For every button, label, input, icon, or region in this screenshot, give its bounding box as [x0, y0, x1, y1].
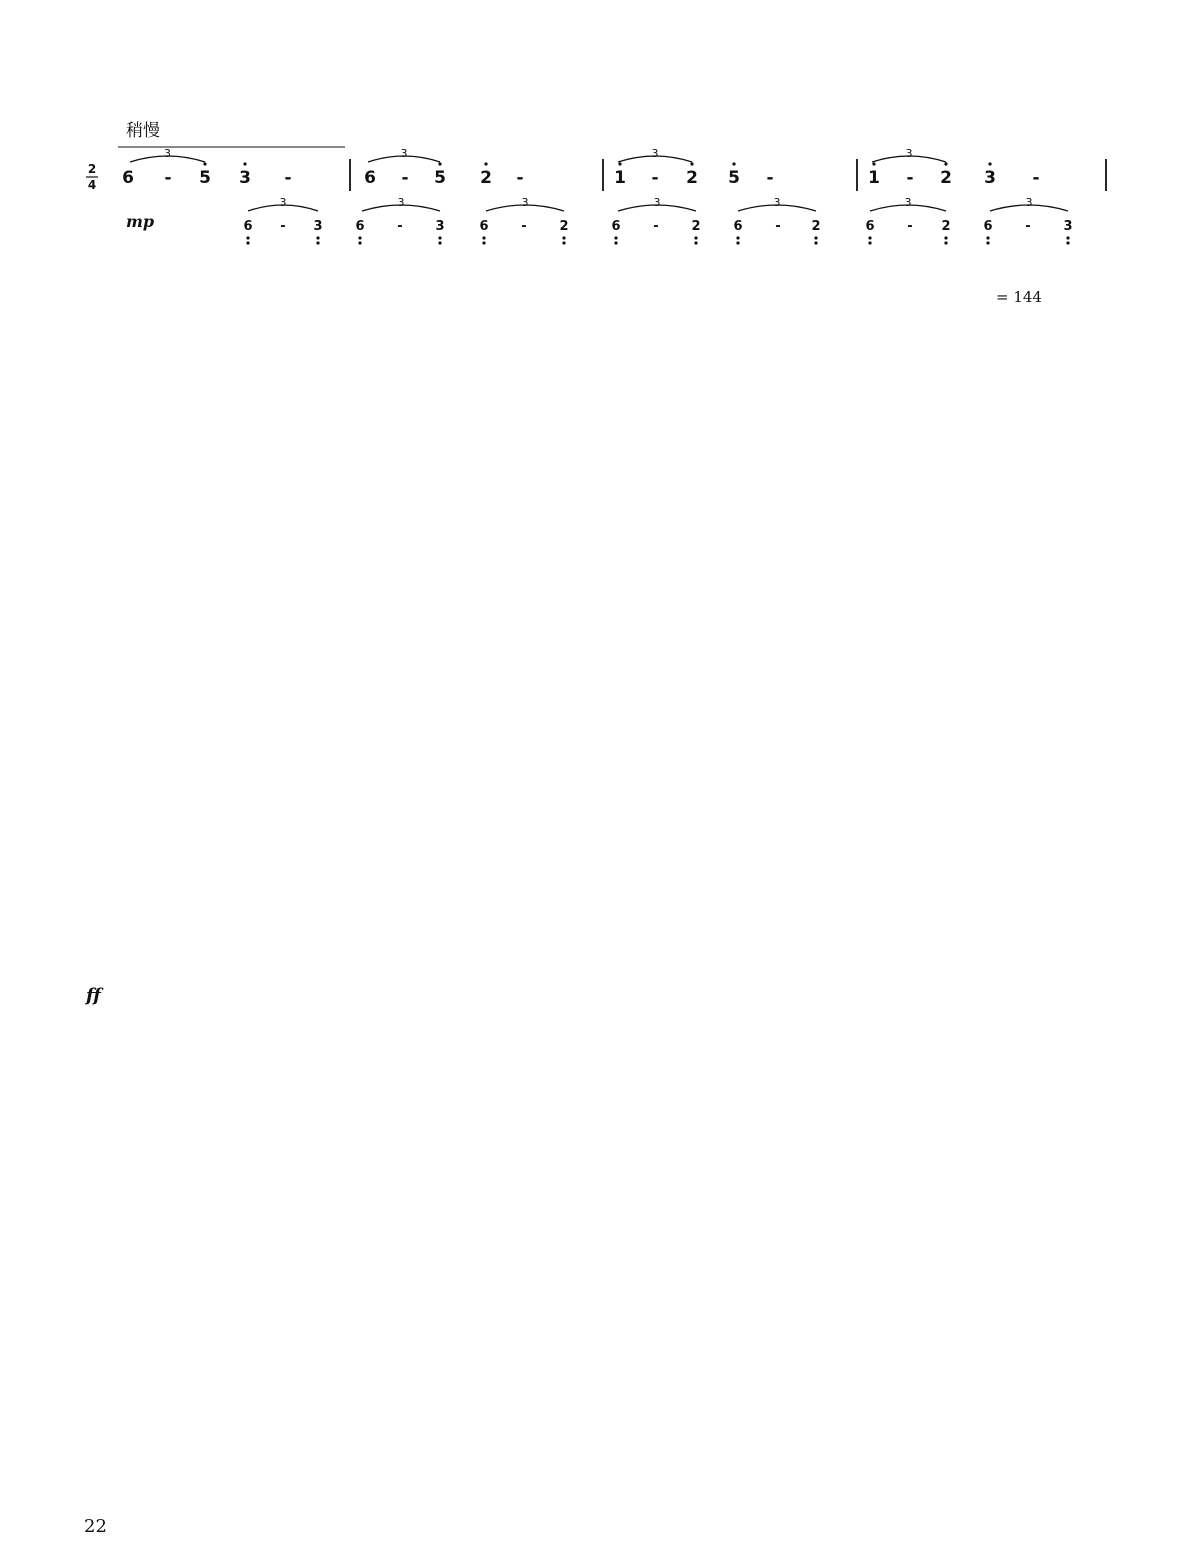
high-octave-dot	[944, 162, 947, 165]
melody-note: -	[284, 168, 292, 188]
high-octave-dot	[690, 162, 693, 165]
accompaniment-note: 2	[941, 219, 951, 234]
high-octave-dot	[243, 162, 246, 165]
page-number: 22	[84, 1516, 107, 1537]
accompaniment-note: 2	[811, 219, 821, 234]
accompaniment-note: 6	[243, 219, 253, 234]
low-octave-dot	[358, 241, 361, 244]
accompaniment-note: -	[1025, 219, 1031, 234]
low-octave-dot	[614, 236, 617, 239]
low-octave-dot	[694, 241, 697, 244]
tuplet-number: 3	[279, 196, 287, 209]
low-octave-dot	[868, 236, 871, 239]
low-octave-dot	[246, 236, 249, 239]
low-octave-dot	[246, 241, 249, 244]
time-signature: 2	[87, 162, 97, 176]
high-octave-dot	[438, 162, 441, 165]
low-octave-dot	[814, 241, 817, 244]
tuplet-number: 3	[1025, 196, 1033, 209]
accompaniment-note: -	[280, 219, 286, 234]
tuplet-number: 3	[521, 196, 529, 209]
melody-note: 5	[728, 168, 740, 188]
melody-note: -	[516, 168, 524, 188]
low-octave-dot	[614, 241, 617, 244]
melody-note: -	[401, 168, 409, 188]
low-octave-dot	[1066, 241, 1069, 244]
accompaniment-note: 6	[355, 219, 365, 234]
melody-note: 2	[480, 168, 492, 188]
high-octave-dot	[988, 162, 991, 165]
melody-note: -	[1032, 168, 1040, 188]
accompaniment-note: -	[521, 219, 527, 234]
low-octave-dot	[316, 236, 319, 239]
accompaniment-note: -	[775, 219, 781, 234]
low-octave-dot	[986, 236, 989, 239]
low-octave-dot	[986, 241, 989, 244]
tuplet-number: 3	[905, 147, 913, 160]
melody-note: -	[906, 168, 914, 188]
low-octave-dot	[944, 236, 947, 239]
melody-note: -	[651, 168, 659, 188]
dynamic-mp: mp	[126, 212, 155, 231]
accompaniment-note: 3	[1063, 219, 1073, 234]
high-octave-dot	[484, 162, 487, 165]
melody-note: -	[766, 168, 774, 188]
low-octave-dot	[562, 241, 565, 244]
accompaniment-note: 3	[435, 219, 445, 234]
tuplet-number: 3	[164, 147, 171, 160]
high-octave-dot	[732, 162, 735, 165]
low-octave-dot	[316, 241, 319, 244]
accompaniment-note: -	[907, 219, 913, 234]
tuplet-number: 3	[651, 147, 659, 160]
accompaniment-note: 6	[479, 219, 489, 234]
metronome-marking: = 144	[996, 288, 1042, 306]
high-octave-dot	[872, 162, 875, 165]
melody-note: 5	[434, 168, 446, 188]
tempo-marking: 稍慢	[126, 121, 160, 141]
low-octave-dot	[694, 236, 697, 239]
tuplet-number: 3	[400, 147, 408, 160]
low-octave-dot	[944, 241, 947, 244]
low-octave-dot	[358, 236, 361, 239]
melody-note: 1	[868, 168, 880, 188]
low-octave-dot	[814, 236, 817, 239]
low-octave-dot	[438, 241, 441, 244]
accompaniment-note: 3	[313, 219, 323, 234]
high-octave-dot	[618, 162, 621, 165]
melody-note: 2	[686, 168, 698, 188]
low-octave-dot	[736, 241, 739, 244]
accompaniment-note: 6	[733, 219, 743, 234]
accompaniment-note: 6	[983, 219, 993, 234]
low-octave-dot	[736, 236, 739, 239]
melody-note: 2	[940, 168, 952, 188]
melody-note: 1	[614, 168, 626, 188]
tuplet-number: 3	[397, 196, 405, 209]
tuplet-number: 3	[904, 196, 912, 209]
low-octave-dot	[482, 236, 485, 239]
melody-note: 3	[984, 168, 996, 188]
low-octave-dot	[562, 236, 565, 239]
low-octave-dot	[482, 241, 485, 244]
melody-note: -	[164, 168, 172, 188]
accompaniment-note: 2	[691, 219, 701, 234]
melody-note: 6	[122, 168, 134, 188]
accompaniment-note: -	[397, 219, 403, 234]
low-octave-dot	[868, 241, 871, 244]
melody-note: 5	[199, 168, 211, 188]
time-signature: 4	[87, 178, 97, 192]
melody-note: 6	[364, 168, 376, 188]
low-octave-dot	[438, 236, 441, 239]
high-octave-dot	[203, 162, 206, 165]
accompaniment-note: -	[653, 219, 659, 234]
tuplet-number: 3	[653, 196, 661, 209]
accompaniment-note: 2	[559, 219, 569, 234]
melody-note: 3	[239, 168, 251, 188]
accompaniment-note: 6	[611, 219, 621, 234]
accompaniment-note: 6	[865, 219, 875, 234]
low-octave-dot	[1066, 236, 1069, 239]
dynamic-ff: ff	[86, 985, 101, 1006]
tuplet-number: 3	[773, 196, 781, 209]
